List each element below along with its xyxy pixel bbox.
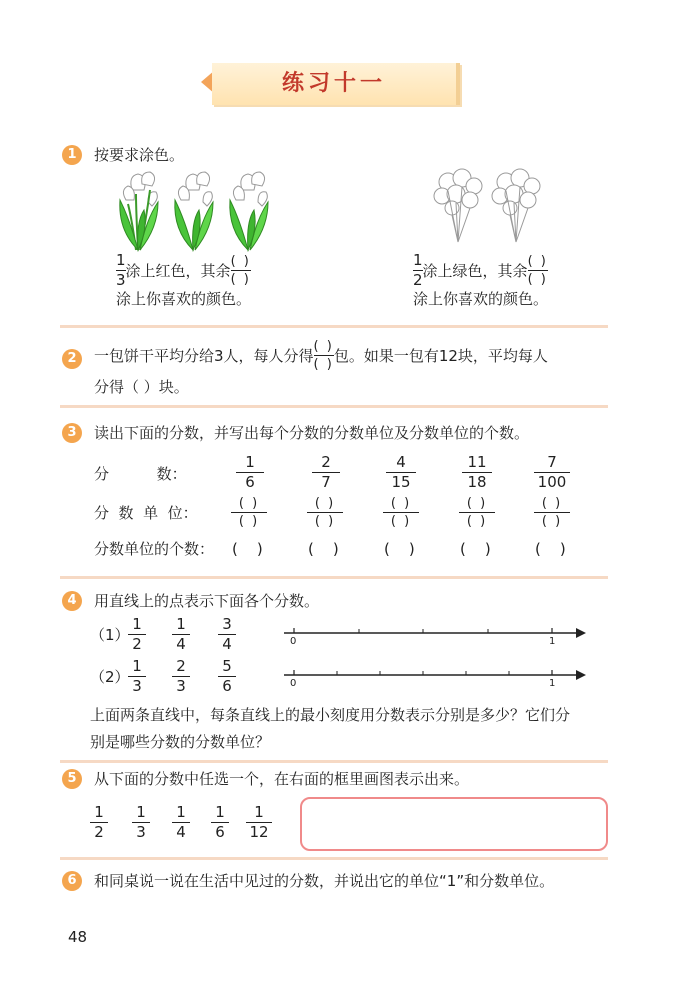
q1-left-line1: $\frac{1}{3}$ 涂上红色，其余 $\frac{( )}{( )}$ [116,251,251,289]
section-divider [60,405,608,408]
page-number: 48 [68,928,88,946]
page-title: 练习十一 [281,71,386,96]
question-number-badge: 4 [62,591,82,611]
fraction: 1 3 [132,804,150,841]
arrow-icon [576,628,586,638]
fraction: 3 4 [218,616,236,653]
fraction: 4 15 [386,454,416,491]
section-divider [60,325,608,328]
arrow-icon [576,670,586,680]
answer-blank-fraction[interactable]: ( ) ( ) [231,496,267,529]
question-number-badge: 5 [62,769,82,789]
q2-line2: 分得（ ）块。 [94,378,189,396]
fraction: 1 4 [172,804,190,841]
q4-instruction: 用直线上的点表示下面各个分数。 [94,592,320,610]
answer-blank[interactable]: ( ) [308,540,339,558]
balloon-icon [434,169,540,242]
drawing-answer-box[interactable] [300,797,608,851]
q3-row-label-unit: 分 数 单 位： [94,504,198,522]
question-number-badge: 3 [62,423,82,443]
answer-blank-fraction[interactable]: $\frac{( )}{( )}$ [313,339,334,372]
number-line-zero-label: 0 [290,678,297,689]
fraction: 1 6 [236,454,264,491]
q6-instruction: 和同桌说一说在生活中见过的分数，并说出它的单位“1”和分数单位。 [94,872,555,890]
fraction: 1 6 [211,804,229,841]
number-line-zero-label: 0 [290,636,297,647]
answer-blank-fraction[interactable]: $\frac{( )}{( )}$ [230,254,251,287]
q4-question-line2: 别是哪些分数的分数单位？ [90,733,271,751]
q3-row-label-fraction: 分 数： [94,465,187,483]
q1-right-line2: 涂上你喜欢的颜色。 [413,290,549,308]
q1-instruction: 按要求涂色。 [94,146,185,164]
fraction: 1 4 [172,616,190,653]
q3-row-label-count: 分数单位的个数： [94,540,215,558]
answer-blank[interactable]: ( ) [460,540,491,558]
section-divider [60,857,608,860]
question-number-badge: 2 [62,349,82,369]
answer-blank[interactable]: ( ) [232,540,263,558]
section-divider [60,576,608,579]
number-line-1[interactable] [280,620,590,650]
answer-blank[interactable]: ( ) [535,540,566,558]
number-line-one-label: 1 [549,636,556,647]
fraction: 1 12 [246,804,272,841]
fraction: 1 3 [128,658,146,695]
tulips-illustration [118,170,278,252]
q3-instruction: 读出下面的分数，并写出每个分数的分数单位及分数单位的个数。 [94,424,530,442]
section-divider [60,760,608,763]
number-line-2[interactable] [280,662,590,692]
q4-line2-label: （2） [90,668,130,686]
q5-instruction: 从下面的分数中任选一个，在右面的框里画图表示出来。 [94,770,470,788]
fraction: 1 2 [128,616,146,653]
fraction: 2 7 [312,454,340,491]
tulip-icon [120,172,268,250]
q2-line1: 一包饼干平均分给3人，每人分得 $\frac{( )}{( )}$ 包。如果一包有12块，平均每人 [94,339,548,372]
fraction: 5 6 [218,658,236,695]
q1-right-line1: $\frac{1}{2}$ 涂上绿色，其余 $\frac{( )}{( )}$ [413,251,548,289]
fraction: 2 3 [172,658,190,695]
q4-line1-label: （1） [90,626,130,644]
answer-blank[interactable]: ( ) [384,540,415,558]
balloons-illustration [430,168,550,246]
q1-left-line2: 涂上你喜欢的颜色。 [116,290,252,308]
question-number-badge: 1 [62,145,82,165]
q4-question-line1: 上面两条直线中，每条直线上的最小刻度用分数表示分别是多少？它们分 [90,706,571,724]
answer-blank-fraction[interactable]: ( ) ( ) [459,496,495,529]
answer-blank-fraction[interactable]: $\frac{( )}{( )}$ [527,254,548,287]
fraction: 7 100 [534,454,570,491]
fraction: $\frac{1}{3}$ [116,251,126,289]
answer-blank-fraction[interactable]: ( ) ( ) [534,496,570,529]
question-number-badge: 6 [62,871,82,891]
number-line-one-label: 1 [549,678,556,689]
fraction: $\frac{1}{2}$ [413,251,423,289]
answer-blank-fraction[interactable]: ( ) ( ) [383,496,419,529]
answer-blank-fraction[interactable]: ( ) ( ) [307,496,343,529]
fraction: 11 18 [462,454,492,491]
fraction: 1 2 [90,804,108,841]
